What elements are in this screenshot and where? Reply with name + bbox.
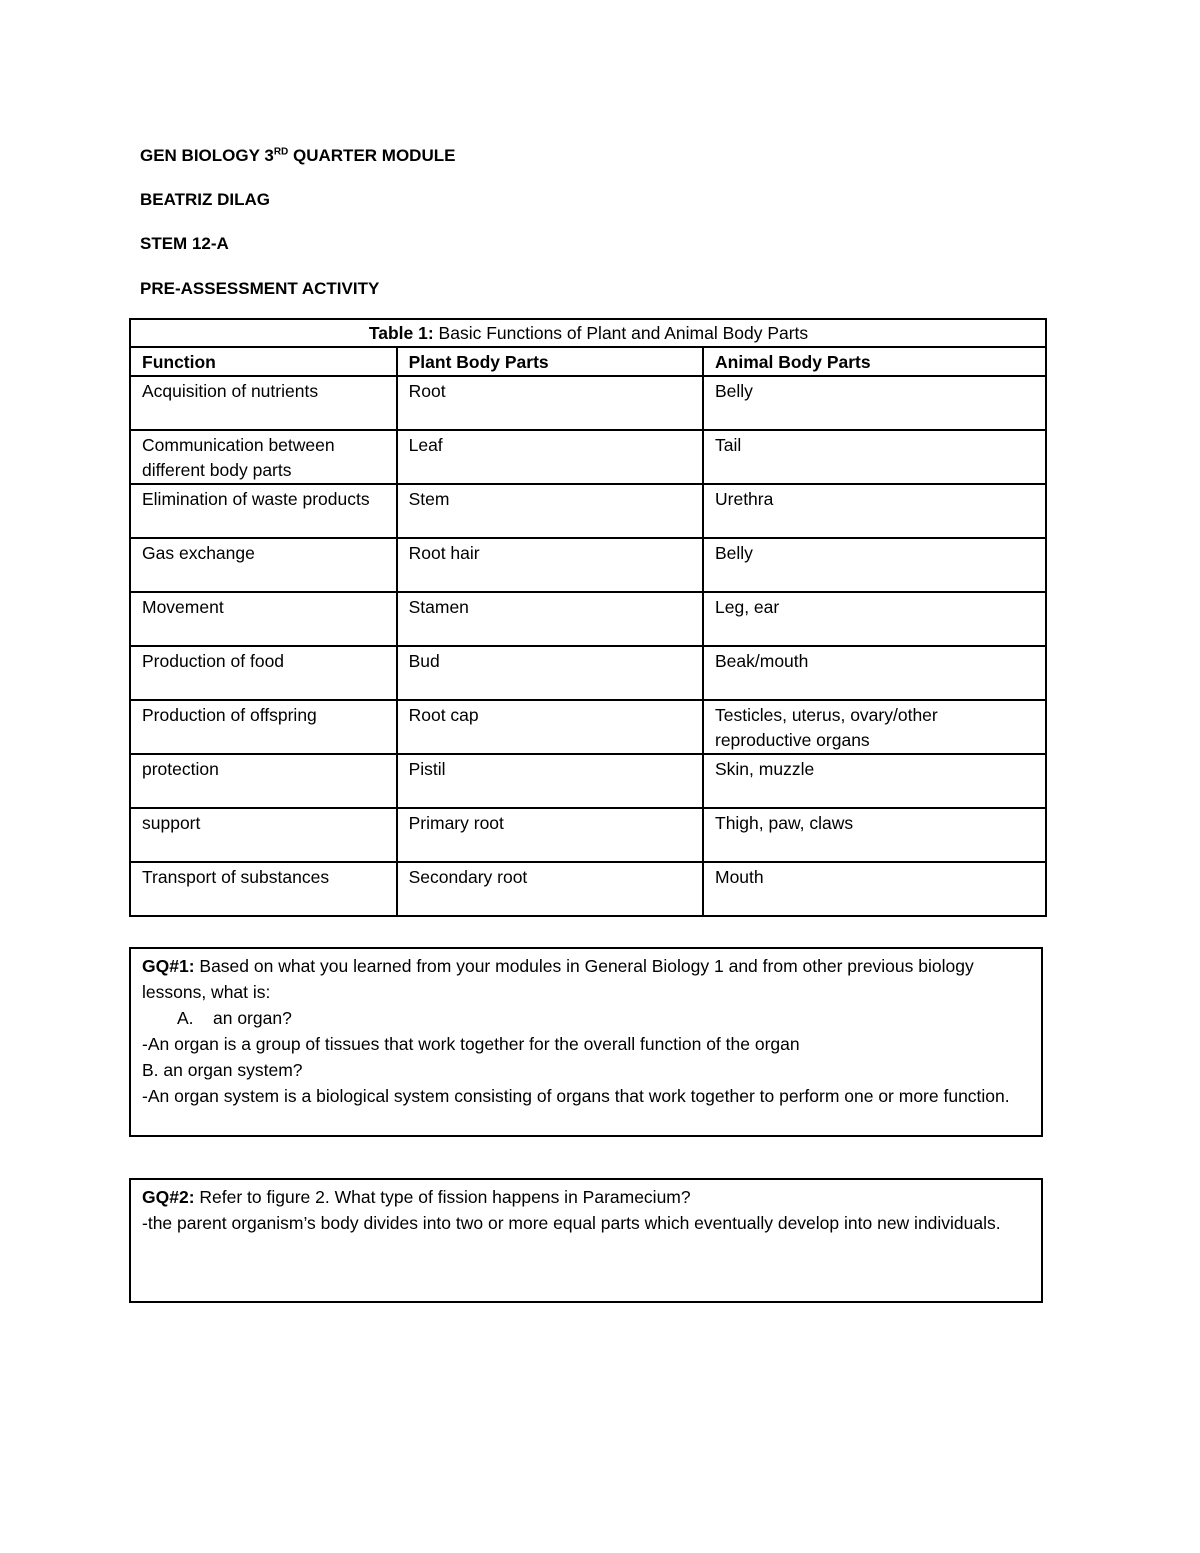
table-row (130, 808, 1046, 862)
guide-question-1-box (129, 947, 1043, 1137)
cell-plant: Stem (397, 484, 703, 538)
cell-plant: Stamen (397, 592, 703, 646)
cell-function: Communication between different body parts (130, 430, 397, 484)
cell-function: Transport of substances (130, 862, 397, 916)
table-row (130, 592, 1046, 646)
cell-animal: Thigh, paw, claws (703, 808, 1046, 862)
cell-animal: Leg, ear (703, 592, 1046, 646)
course-title-superscript: RD (273, 146, 289, 158)
activity-title: PRE-ASSESSMENT ACTIVITY (140, 279, 380, 298)
functions-table (129, 318, 1047, 917)
course-title (140, 146, 455, 166)
table-row (130, 430, 1046, 484)
cell-animal: Tail (703, 430, 1046, 484)
student-section: STEM 12-A (140, 234, 229, 253)
table-row (130, 700, 1046, 754)
gq1-item-a-letter: A. (177, 1008, 194, 1028)
cell-animal: Mouth (703, 862, 1046, 916)
gq1-item-a-text: an organ? (213, 1008, 292, 1028)
cell-function: Production of offspring (130, 700, 397, 754)
cell-function: Acquisition of nutrients (130, 376, 397, 430)
cell-animal: Testicles, uterus, ovary/other reproductive organs (703, 700, 1046, 754)
table-caption (130, 319, 1046, 347)
table-row (130, 754, 1046, 808)
column-header-plant: Plant Body Parts (397, 347, 703, 376)
cell-function: Movement (130, 592, 397, 646)
table-row (130, 484, 1046, 538)
gq1-item-b: B. an organ system? (142, 1060, 303, 1080)
gq1-answer-b: -An organ system is a biological system consisting of organs that work together to perform one or more function. (142, 1086, 1010, 1106)
gq1-item-a (142, 1005, 1041, 1031)
cell-animal: Urethra (703, 484, 1046, 538)
gq2-answer: -the parent organism’s body divides into two or more equal parts which eventually develop into new individuals. (142, 1213, 1001, 1233)
cell-animal: Beak/mouth (703, 646, 1046, 700)
cell-plant: Pistil (397, 754, 703, 808)
gq2-question (142, 1184, 1041, 1210)
cell-animal: Skin, muzzle (703, 754, 1046, 808)
gq2-label: GQ#2: (142, 1187, 195, 1207)
cell-function: protection (130, 754, 397, 808)
cell-plant: Root cap (397, 700, 703, 754)
cell-animal: Belly (703, 538, 1046, 592)
cell-plant: Leaf (397, 430, 703, 484)
cell-plant: Primary root (397, 808, 703, 862)
gq1-label: GQ#1: (142, 956, 195, 976)
table-caption-text: Basic Functions of Plant and Animal Body Parts (433, 323, 809, 343)
gq1-question-text: Based on what you learned from your modules in General Biology 1 and from other previous biology lessons, what is: (142, 956, 974, 1002)
cell-function: Elimination of waste products (130, 484, 397, 538)
course-title-post: QUARTER MODULE (288, 146, 456, 165)
table-row (130, 862, 1046, 916)
cell-function: Production of food (130, 646, 397, 700)
column-header-function: Function (130, 347, 397, 376)
column-header-animal: Animal Body Parts (703, 347, 1046, 376)
gq1-answer-a: -An organ is a group of tissues that work together for the overall function of the organ (142, 1034, 800, 1054)
cell-plant: Root hair (397, 538, 703, 592)
table-header-row (130, 347, 1046, 376)
cell-animal: Belly (703, 376, 1046, 430)
table-row (130, 538, 1046, 592)
cell-function: Gas exchange (130, 538, 397, 592)
gq2-question-text: Refer to figure 2. What type of fission happens in Paramecium? (194, 1187, 691, 1207)
guide-question-2-box (129, 1178, 1043, 1303)
table-caption-label: Table 1: (368, 323, 434, 343)
table-row (130, 376, 1046, 430)
cell-plant: Bud (397, 646, 703, 700)
table-row (130, 646, 1046, 700)
student-name: BEATRIZ DILAG (140, 190, 271, 209)
cell-plant: Root (397, 376, 703, 430)
cell-plant: Secondary root (397, 862, 703, 916)
cell-function: support (130, 808, 397, 862)
course-title-pre: GEN BIOLOGY 3 (140, 146, 274, 165)
gq1-question (142, 953, 1041, 1005)
